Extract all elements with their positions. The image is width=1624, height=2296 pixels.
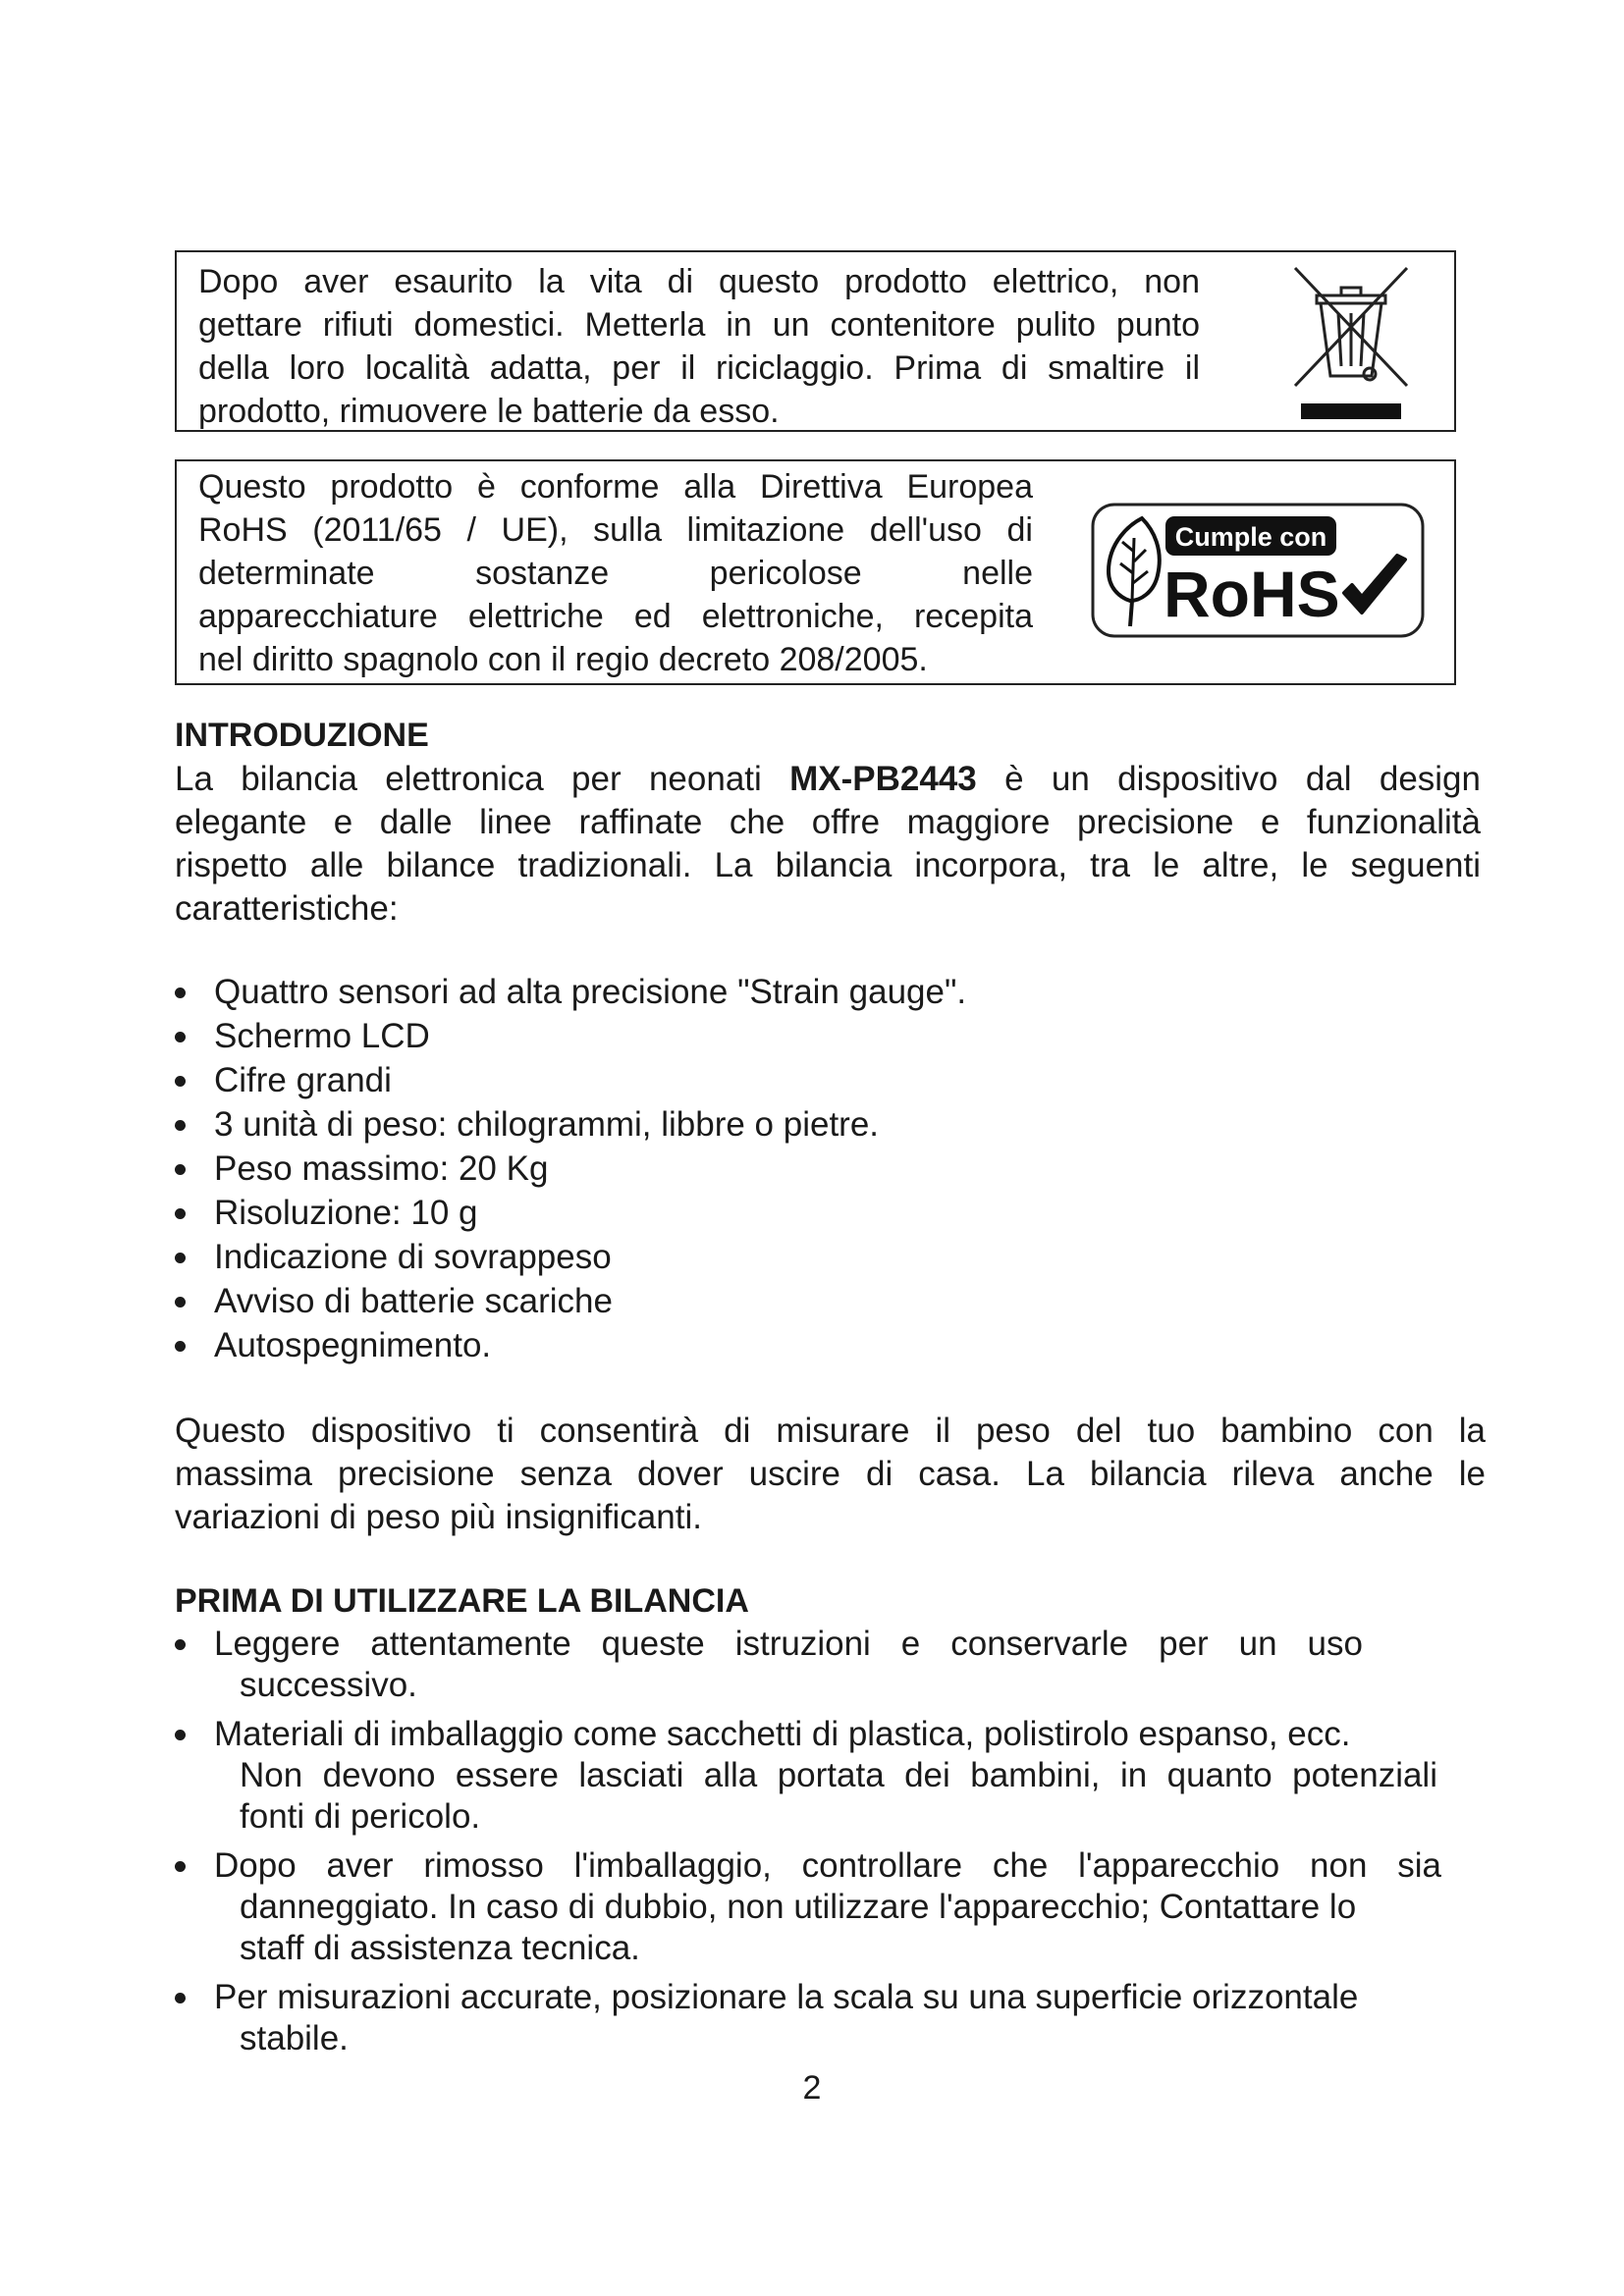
list-item [175, 1014, 1481, 1058]
item-cont-line: fonti di pericolo. [240, 1797, 481, 1836]
list-item [175, 1058, 1481, 1102]
intro-line: rispetto alle bilance tradizionali. La bilancia incorpora, tra le altre, le seguenti [175, 846, 1481, 884]
feature-text: Cifre grandi [214, 1061, 392, 1099]
intro-section [175, 715, 1481, 931]
item-first-line: Leggere attentamente queste istruzioni e conservarle per un uso [214, 1625, 1363, 1663]
item-cont-line: stabile. [240, 2019, 349, 2057]
intro-heading: INTRODUZIONE [175, 717, 429, 754]
item-cont-line: staff di assistenza tecnica. [240, 1929, 640, 1967]
rohs-line: Questo prodotto è conforme alla Direttiva Europea [198, 468, 1033, 506]
feature-text: Risoluzione: 10 g [214, 1194, 478, 1232]
list-item [175, 1102, 1481, 1147]
intro-paragraph-2 [175, 1410, 1486, 1539]
list-item [175, 1624, 1481, 1706]
list-item [175, 1191, 1481, 1235]
item-cont-line: Non devono essere lasciati alla portata dei bambini, in quanto potenziali [240, 1756, 1437, 1794]
feature-text: 3 unità di peso: chilogrammi, libbre o pietre. [214, 1105, 880, 1144]
item-cont-line: danneggiato. In caso di dubbio, non utilizzare l'apparecchio; Contattare lo [240, 1888, 1357, 1926]
page-number: 2 [802, 2069, 822, 2107]
list-item [175, 1235, 1481, 1279]
rohs-line: nel diritto spagnolo con il regio decreto 208/2005. [198, 641, 928, 678]
feature-text: Autospegnimento. [214, 1326, 492, 1364]
weee-line: prodotto, rimuovere le batterie da esso. [198, 393, 780, 430]
feature-text: Quattro sensori ad alta precisione "Strain gauge". [214, 973, 967, 1011]
list-item [175, 1323, 1481, 1367]
list-item [175, 1147, 1481, 1191]
rohs-compliance-logo [1091, 503, 1425, 638]
feature-text: Indicazione di sovrappeso [214, 1238, 612, 1276]
feature-text: Schermo LCD [214, 1017, 430, 1055]
feature-text: Peso massimo: 20 Kg [214, 1149, 549, 1188]
intro-paragraph-1 [175, 758, 1481, 931]
weee-line: Dopo aver esaurito la vita di questo prodotto elettrico, non [198, 263, 1200, 300]
before-use-list [175, 1624, 1481, 2059]
features-section [175, 970, 1481, 1367]
features-list [175, 970, 1481, 1367]
rohs-line: apparecchiature elettriche ed elettroniche, recepita [198, 598, 1033, 635]
rohs-line: RoHS (2011/65 / UE), sulla limitazione dell'uso di [198, 511, 1033, 549]
intro-suffix: è un dispositivo dal design [976, 760, 1481, 798]
item-first-line: Materiali di imballaggio come sacchetti di plastica, polistirolo espanso, ecc. [214, 1715, 1351, 1753]
model-number: MX-PB2443 [789, 760, 977, 798]
before-use-heading: PRIMA DI UTILIZZARE LA BILANCIA [175, 1582, 749, 1620]
rohs-notice-text [198, 465, 1033, 681]
weee-notice-box [175, 250, 1456, 432]
item-first-line: Dopo aver rimosso l'imballaggio, controllare che l'apparecchio non sia [214, 1846, 1441, 1885]
weee-line: gettare rifiuti domestici. Metterla in un contenitore pulito punto [198, 306, 1200, 344]
rohs-mark-text: RoHS [1164, 558, 1340, 630]
crossed-out-bin-icon [1287, 260, 1415, 427]
intro-line: elegante e dalle linee raffinate che offre maggiore precisione e funzionalità [175, 803, 1481, 841]
weee-line: della loro località adatta, per il riciclaggio. Prima di smaltire il [198, 349, 1200, 387]
rohs-badge-text: Cumple con [1174, 522, 1327, 552]
item-first-line: Per misurazioni accurate, posizionare la scala su una superficie orizzontale [214, 1978, 1359, 2016]
intro-line-1 [175, 758, 1481, 801]
intro-line: caratteristiche: [175, 889, 399, 928]
intro-p2-line: variazioni di peso più insignificanti. [175, 1498, 702, 1536]
list-item [175, 1977, 1481, 2059]
intro-p2-line: Questo dispositivo ti consentirà di misurare il peso del tuo bambino con la [175, 1412, 1486, 1450]
list-item [175, 1845, 1481, 1969]
before-use-section [175, 1580, 1481, 2067]
rohs-line: determinate sostanze pericolose nelle [198, 555, 1033, 592]
intro-p2-line: massima precisione senza dover uscire di casa. La bilancia rileva anche le [175, 1455, 1486, 1493]
intro-prefix: La bilancia elettronica per neonati [175, 760, 790, 798]
feature-text: Avviso di batterie scariche [214, 1282, 613, 1320]
list-item [175, 1279, 1481, 1323]
rohs-notice-box [175, 459, 1456, 685]
list-item [175, 970, 1481, 1014]
list-item [175, 1714, 1481, 1838]
item-cont-line: successivo. [240, 1666, 417, 1704]
weee-notice-text [198, 260, 1200, 433]
